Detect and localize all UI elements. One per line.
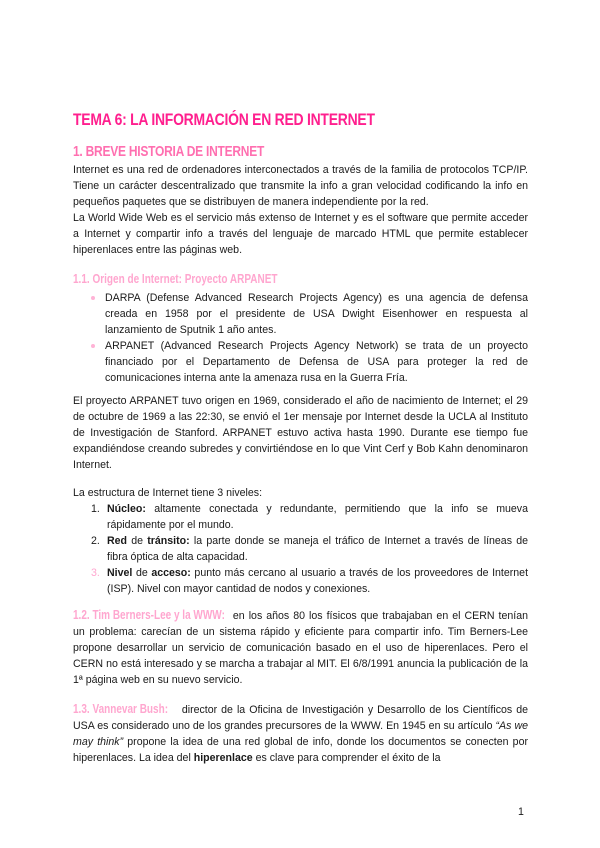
paragraph-arpanet-origin: El proyecto ARPANET tuvo origen en 1969, considerado el año de nacimiento de Internet; el 29 de octubre de 1969 a las 22:30, se envió el 1er mensaje por Internet desde la UCLA al Instituto de Investigación de Stanford. ARPANET estuvo activa hasta 1990. Durante ese tiempo fue expandiéndose creando subredes y convirtiéndose en lo que Vint Cerf y Bob Kahn denominaron Internet.	[73, 395, 528, 472]
section-1-3: 1.3. Vannevar Bush: director de la Oficina de Investigación y Desarrollo de los Científicos de USA es considerado uno de los grandes precursores de la WWW. En 1945 en su artículo “As we may think” propone la idea de una red global de info, donde los documentos se conecten por hiperenlaces. La idea del hiperenlace es clave para comprender el éxito de la	[73, 702, 528, 765]
section-1-1-heading-row	[73, 270, 528, 288]
levels-list	[73, 501, 528, 598]
section-1-heading: 1. BREVE HISTORIA DE INTERNET	[73, 143, 265, 160]
list-item: DARPA (Defense Advanced Research Projects Agency) es una agencia de defensa creada en 1958 por el presidente de USA Dwight Eisenhower en respuesta al lanzamiento de Sputnik 1 año antes.	[73, 290, 528, 338]
levels-intro: La estructura de Internet tiene 3 niveles:	[73, 487, 263, 499]
section-1-2-heading: 1.2. Tim Berners-Lee y la WWW:	[73, 608, 225, 622]
bullet-icon	[91, 344, 95, 348]
bullet-icon	[91, 296, 95, 300]
section-1-body	[73, 162, 528, 259]
level-item: 1. Núcleo: altamente conectada y redundante, permitiendo que la info se mueva rápidamente por el mundo.	[91, 503, 528, 532]
section-1-1-bullets	[73, 290, 528, 387]
list-item: ARPANET (Advanced Research Projects Agency Network) se trata de un proyecto financiado por el Departamento de Defensa de USA para proteger la red de comunicaciones interna ante la amenaza rusa en la Guerra Fría.	[73, 338, 528, 386]
paragraph-internet-definition: Internet es una red de ordenadores interconectados a través de la familia de protocolos TCP/IP. Tiene un carácter descentralizado que transmite la info a gran velocidad codificando la info en pequeños paquetes que se distribuyen de manera independiente por la red.	[73, 164, 528, 209]
section-1-2-body: en los años 80 los físicos que trabajaban en el CERN tenían un problema: carecían de un sistema rápido y eficiente para compartir info. Tim Berners-Lee propone desarrollar un servicio de comunicación basado en el uso de hiperenlaces. Pero el CERN no está interesado y se marcha a trabajar al MIT. El 6/8/1991 anuncia la publicación de la 1ª página web en su nuevo servicio.	[73, 610, 528, 687]
level-item: 3. Nivel de acceso: punto más cercano al usuario a través de los proveedores de Internet (ISP). Nivel con mayor cantidad de nodos y conexiones.	[91, 567, 529, 596]
level-item: 2. Red de tránsito: la parte donde se maneja el tráfico de Internet a través de líneas de fibra óptica de alta capacidad.	[91, 535, 529, 564]
section-1-1-heading: 1.1. Origen de Internet: Proyecto ARPANET	[73, 272, 278, 286]
section-1-3-heading: 1.3. Vannevar Bush:	[73, 702, 169, 716]
paragraph-www-definition: La World Wide Web es el servicio más extenso de Internet y es el software que permite acceder a Internet y compartir info a través del lenguaje de marcado HTML que permite establecer hiperenlaces entre las páginas web.	[73, 212, 528, 257]
section-1-2	[73, 607, 528, 688]
page-title: TEMA 6: LA INFORMACIÓN EN RED INTERNET	[73, 110, 375, 129]
page-number: 1	[518, 806, 524, 818]
